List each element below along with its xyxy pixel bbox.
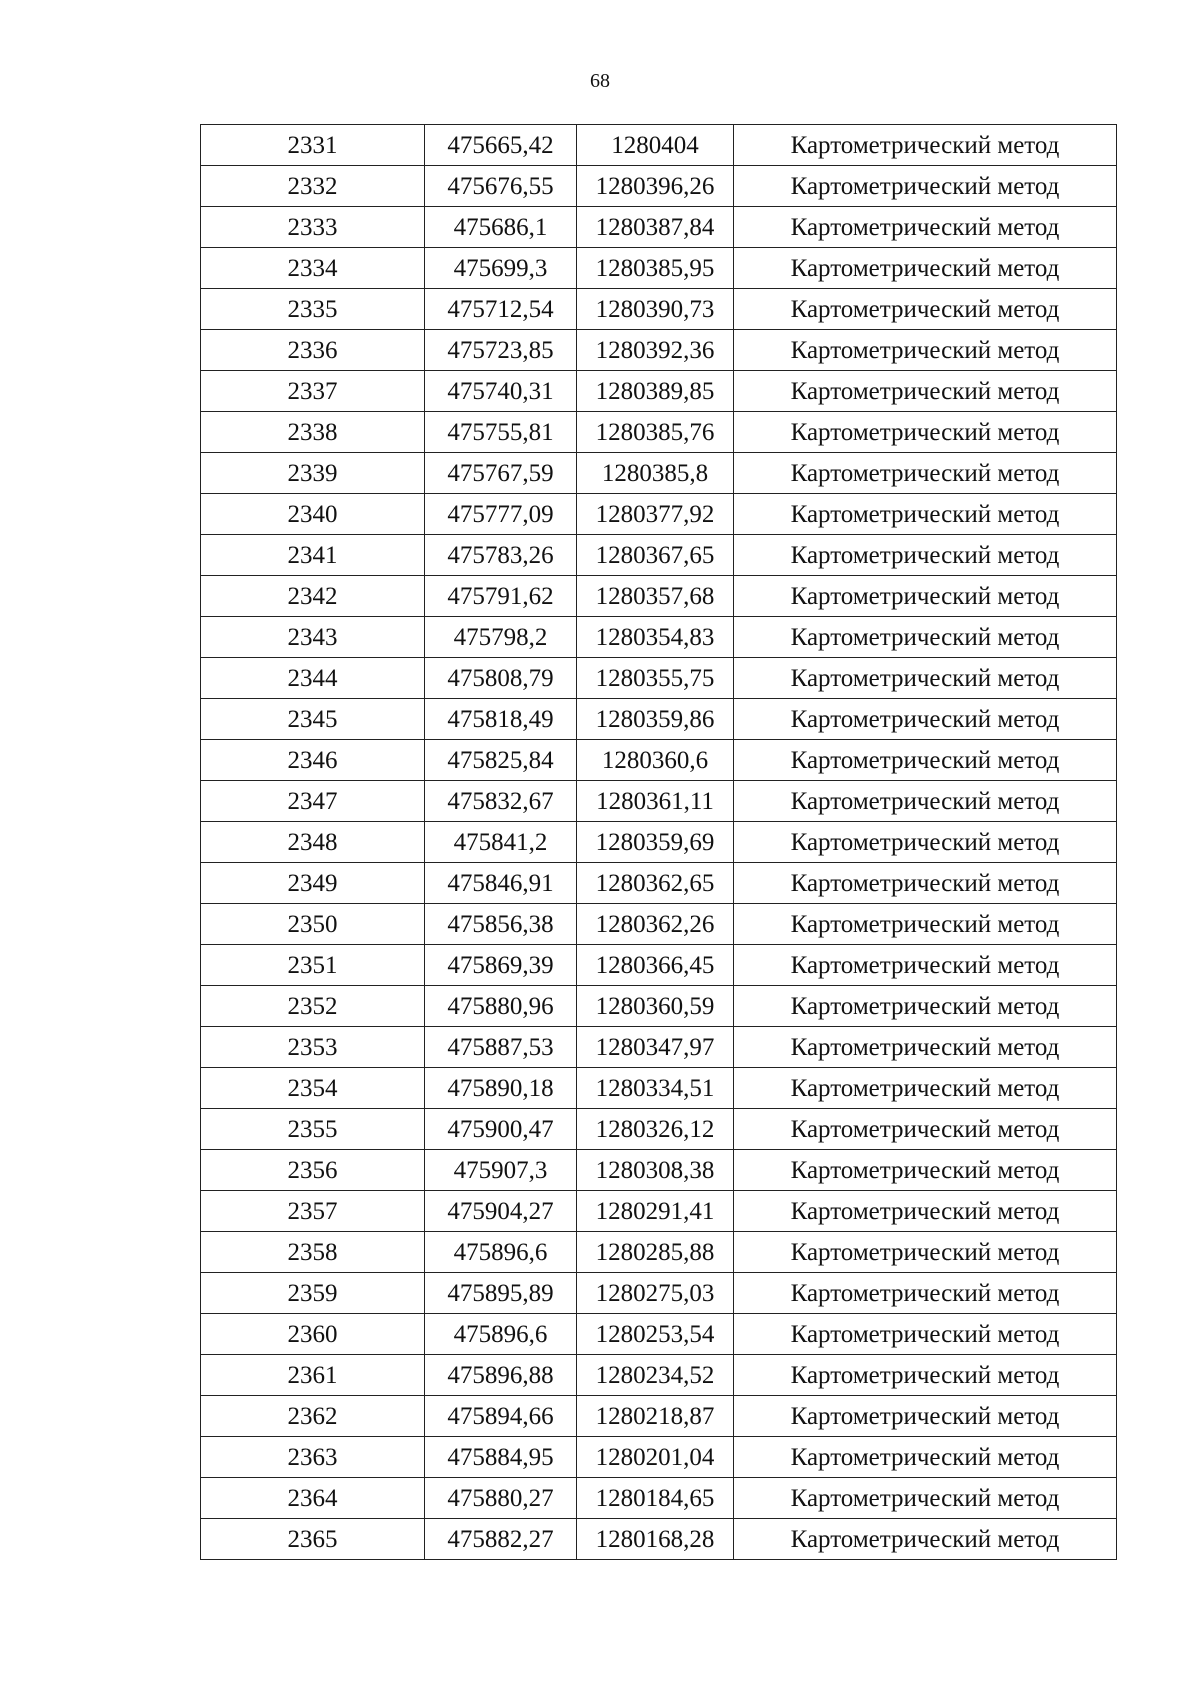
y-coordinate-cell: 1280355,75 — [577, 658, 734, 699]
method-cell: Картометрический метод — [734, 330, 1117, 371]
table-row — [201, 576, 1117, 617]
method-cell: Картометрический метод — [734, 412, 1117, 453]
method-cell: Картометрический метод — [734, 1191, 1117, 1232]
point-number-cell: 2345 — [201, 699, 425, 740]
table-row — [201, 1027, 1117, 1068]
point-number-cell: 2349 — [201, 863, 425, 904]
table-row — [201, 1068, 1117, 1109]
method-cell: Картометрический метод — [734, 1437, 1117, 1478]
y-coordinate-cell: 1280390,73 — [577, 289, 734, 330]
x-coordinate-cell: 475896,6 — [425, 1232, 577, 1273]
x-coordinate-cell: 475869,39 — [425, 945, 577, 986]
method-cell: Картометрический метод — [734, 658, 1117, 699]
point-number-cell: 2364 — [201, 1478, 425, 1519]
y-coordinate-cell: 1280360,59 — [577, 986, 734, 1027]
x-coordinate-cell: 475846,91 — [425, 863, 577, 904]
point-number-cell: 2362 — [201, 1396, 425, 1437]
coordinates-table — [200, 124, 1117, 1560]
table-row — [201, 1150, 1117, 1191]
x-coordinate-cell: 475896,6 — [425, 1314, 577, 1355]
x-coordinate-cell: 475712,54 — [425, 289, 577, 330]
y-coordinate-cell: 1280361,11 — [577, 781, 734, 822]
table-row — [201, 535, 1117, 576]
table-row — [201, 781, 1117, 822]
y-coordinate-cell: 1280385,95 — [577, 248, 734, 289]
point-number-cell: 2360 — [201, 1314, 425, 1355]
table-row — [201, 1273, 1117, 1314]
method-cell: Картометрический метод — [734, 986, 1117, 1027]
method-cell: Картометрический метод — [734, 822, 1117, 863]
y-coordinate-cell: 1280387,84 — [577, 207, 734, 248]
y-coordinate-cell: 1280360,6 — [577, 740, 734, 781]
method-cell: Картометрический метод — [734, 535, 1117, 576]
x-coordinate-cell: 475699,3 — [425, 248, 577, 289]
point-number-cell: 2356 — [201, 1150, 425, 1191]
x-coordinate-cell: 475841,2 — [425, 822, 577, 863]
x-coordinate-cell: 475818,49 — [425, 699, 577, 740]
method-cell: Картометрический метод — [734, 289, 1117, 330]
point-number-cell: 2365 — [201, 1519, 425, 1560]
method-cell: Картометрический метод — [734, 1109, 1117, 1150]
y-coordinate-cell: 1280334,51 — [577, 1068, 734, 1109]
point-number-cell: 2332 — [201, 166, 425, 207]
x-coordinate-cell: 475880,27 — [425, 1478, 577, 1519]
y-coordinate-cell: 1280367,65 — [577, 535, 734, 576]
y-coordinate-cell: 1280168,28 — [577, 1519, 734, 1560]
x-coordinate-cell: 475887,53 — [425, 1027, 577, 1068]
method-cell: Картометрический метод — [734, 781, 1117, 822]
x-coordinate-cell: 475907,3 — [425, 1150, 577, 1191]
y-coordinate-cell: 1280354,83 — [577, 617, 734, 658]
method-cell: Картометрический метод — [734, 617, 1117, 658]
table-row — [201, 863, 1117, 904]
method-cell: Картометрический метод — [734, 904, 1117, 945]
y-coordinate-cell: 1280392,36 — [577, 330, 734, 371]
x-coordinate-cell: 475890,18 — [425, 1068, 577, 1109]
x-coordinate-cell: 475884,95 — [425, 1437, 577, 1478]
table-row — [201, 1478, 1117, 1519]
method-cell: Картометрический метод — [734, 740, 1117, 781]
method-cell: Картометрический метод — [734, 1478, 1117, 1519]
point-number-cell: 2334 — [201, 248, 425, 289]
y-coordinate-cell: 1280359,69 — [577, 822, 734, 863]
page-number: 68 — [590, 70, 610, 92]
y-coordinate-cell: 1280253,54 — [577, 1314, 734, 1355]
table-row — [201, 494, 1117, 535]
point-number-cell: 2331 — [201, 125, 425, 166]
point-number-cell: 2344 — [201, 658, 425, 699]
table-row — [201, 412, 1117, 453]
method-cell: Картометрический метод — [734, 1068, 1117, 1109]
x-coordinate-cell: 475894,66 — [425, 1396, 577, 1437]
table-row — [201, 658, 1117, 699]
method-cell: Картометрический метод — [734, 453, 1117, 494]
x-coordinate-cell: 475665,42 — [425, 125, 577, 166]
point-number-cell: 2343 — [201, 617, 425, 658]
method-cell: Картометрический метод — [734, 371, 1117, 412]
y-coordinate-cell: 1280275,03 — [577, 1273, 734, 1314]
y-coordinate-cell: 1280326,12 — [577, 1109, 734, 1150]
y-coordinate-cell: 1280377,92 — [577, 494, 734, 535]
y-coordinate-cell: 1280362,26 — [577, 904, 734, 945]
method-cell: Картометрический метод — [734, 1232, 1117, 1273]
table-row — [201, 248, 1117, 289]
x-coordinate-cell: 475755,81 — [425, 412, 577, 453]
y-coordinate-cell: 1280404 — [577, 125, 734, 166]
point-number-cell: 2340 — [201, 494, 425, 535]
method-cell: Картометрический метод — [734, 166, 1117, 207]
table-row — [201, 1396, 1117, 1437]
table-row — [201, 945, 1117, 986]
x-coordinate-cell: 475740,31 — [425, 371, 577, 412]
point-number-cell: 2342 — [201, 576, 425, 617]
y-coordinate-cell: 1280359,86 — [577, 699, 734, 740]
table-row — [201, 166, 1117, 207]
method-cell: Картометрический метод — [734, 945, 1117, 986]
table-row — [201, 125, 1117, 166]
x-coordinate-cell: 475798,2 — [425, 617, 577, 658]
method-cell: Картометрический метод — [734, 576, 1117, 617]
table-row — [201, 822, 1117, 863]
y-coordinate-cell: 1280362,65 — [577, 863, 734, 904]
x-coordinate-cell: 475676,55 — [425, 166, 577, 207]
table-row — [201, 330, 1117, 371]
method-cell: Картометрический метод — [734, 1355, 1117, 1396]
y-coordinate-cell: 1280347,97 — [577, 1027, 734, 1068]
table-row — [201, 1437, 1117, 1478]
method-cell: Картометрический метод — [734, 1027, 1117, 1068]
point-number-cell: 2339 — [201, 453, 425, 494]
method-cell: Картометрический метод — [734, 248, 1117, 289]
x-coordinate-cell: 475896,88 — [425, 1355, 577, 1396]
x-coordinate-cell: 475895,89 — [425, 1273, 577, 1314]
method-cell: Картометрический метод — [734, 1150, 1117, 1191]
method-cell: Картометрический метод — [734, 863, 1117, 904]
x-coordinate-cell: 475791,62 — [425, 576, 577, 617]
point-number-cell: 2337 — [201, 371, 425, 412]
table-row — [201, 453, 1117, 494]
table-row — [201, 740, 1117, 781]
y-coordinate-cell: 1280385,76 — [577, 412, 734, 453]
x-coordinate-cell: 475900,47 — [425, 1109, 577, 1150]
y-coordinate-cell: 1280201,04 — [577, 1437, 734, 1478]
y-coordinate-cell: 1280184,65 — [577, 1478, 734, 1519]
coordinates-table-body — [201, 125, 1117, 1560]
x-coordinate-cell: 475904,27 — [425, 1191, 577, 1232]
x-coordinate-cell: 475808,79 — [425, 658, 577, 699]
table-row — [201, 289, 1117, 330]
table-row — [201, 904, 1117, 945]
y-coordinate-cell: 1280389,85 — [577, 371, 734, 412]
y-coordinate-cell: 1280396,26 — [577, 166, 734, 207]
point-number-cell: 2352 — [201, 986, 425, 1027]
point-number-cell: 2346 — [201, 740, 425, 781]
x-coordinate-cell: 475767,59 — [425, 453, 577, 494]
method-cell: Картометрический метод — [734, 1396, 1117, 1437]
y-coordinate-cell: 1280291,41 — [577, 1191, 734, 1232]
x-coordinate-cell: 475856,38 — [425, 904, 577, 945]
method-cell: Картометрический метод — [734, 1314, 1117, 1355]
table-row — [201, 1191, 1117, 1232]
table-row — [201, 1232, 1117, 1273]
point-number-cell: 2336 — [201, 330, 425, 371]
table-row — [201, 617, 1117, 658]
y-coordinate-cell: 1280218,87 — [577, 1396, 734, 1437]
table-row — [201, 1109, 1117, 1150]
table-row — [201, 699, 1117, 740]
x-coordinate-cell: 475825,84 — [425, 740, 577, 781]
x-coordinate-cell: 475880,96 — [425, 986, 577, 1027]
x-coordinate-cell: 475723,85 — [425, 330, 577, 371]
point-number-cell: 2348 — [201, 822, 425, 863]
point-number-cell: 2358 — [201, 1232, 425, 1273]
point-number-cell: 2359 — [201, 1273, 425, 1314]
table-row — [201, 1355, 1117, 1396]
x-coordinate-cell: 475832,67 — [425, 781, 577, 822]
table-row — [201, 1314, 1117, 1355]
y-coordinate-cell: 1280234,52 — [577, 1355, 734, 1396]
y-coordinate-cell: 1280285,88 — [577, 1232, 734, 1273]
method-cell: Картометрический метод — [734, 494, 1117, 535]
method-cell: Картометрический метод — [734, 207, 1117, 248]
y-coordinate-cell: 1280385,8 — [577, 453, 734, 494]
point-number-cell: 2338 — [201, 412, 425, 453]
method-cell: Картометрический метод — [734, 699, 1117, 740]
point-number-cell: 2357 — [201, 1191, 425, 1232]
point-number-cell: 2350 — [201, 904, 425, 945]
method-cell: Картометрический метод — [734, 1273, 1117, 1314]
y-coordinate-cell: 1280366,45 — [577, 945, 734, 986]
x-coordinate-cell: 475882,27 — [425, 1519, 577, 1560]
point-number-cell: 2361 — [201, 1355, 425, 1396]
point-number-cell: 2341 — [201, 535, 425, 576]
method-cell: Картометрический метод — [734, 125, 1117, 166]
table-row — [201, 371, 1117, 412]
y-coordinate-cell: 1280357,68 — [577, 576, 734, 617]
x-coordinate-cell: 475783,26 — [425, 535, 577, 576]
table-row — [201, 986, 1117, 1027]
point-number-cell: 2335 — [201, 289, 425, 330]
y-coordinate-cell: 1280308,38 — [577, 1150, 734, 1191]
point-number-cell: 2351 — [201, 945, 425, 986]
point-number-cell: 2363 — [201, 1437, 425, 1478]
table-row — [201, 207, 1117, 248]
x-coordinate-cell: 475777,09 — [425, 494, 577, 535]
method-cell: Картометрический метод — [734, 1519, 1117, 1560]
point-number-cell: 2353 — [201, 1027, 425, 1068]
point-number-cell: 2347 — [201, 781, 425, 822]
x-coordinate-cell: 475686,1 — [425, 207, 577, 248]
point-number-cell: 2355 — [201, 1109, 425, 1150]
table-row — [201, 1519, 1117, 1560]
point-number-cell: 2354 — [201, 1068, 425, 1109]
point-number-cell: 2333 — [201, 207, 425, 248]
